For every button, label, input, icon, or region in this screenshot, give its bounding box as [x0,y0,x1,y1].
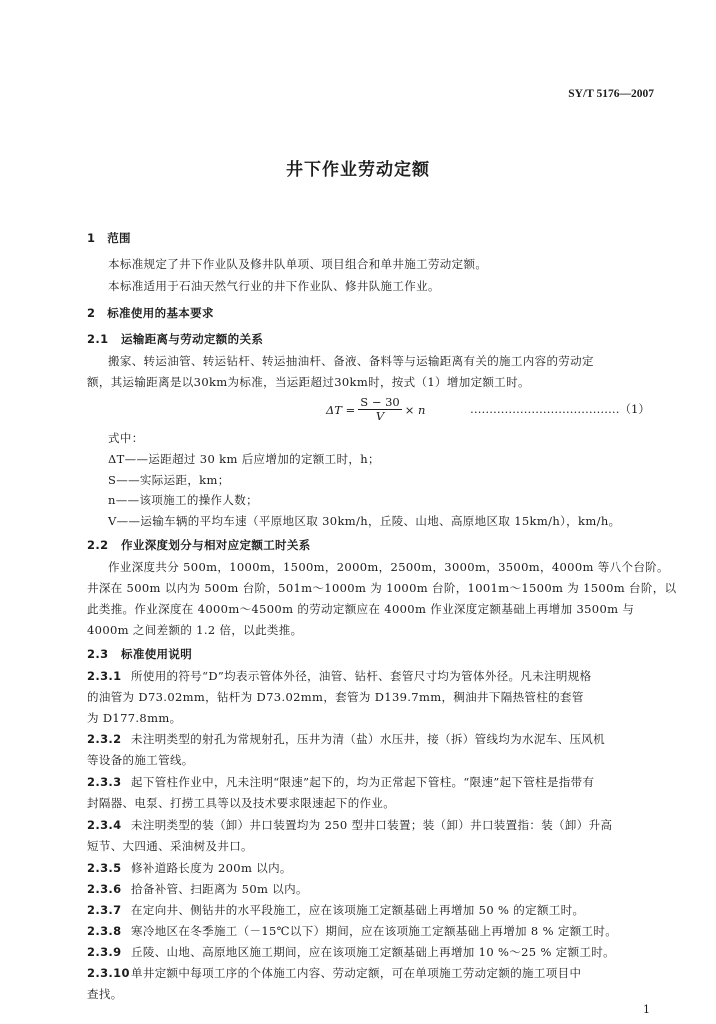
item-text: 在定向井、侧钻井的水平段施工，应在该项施工定额基础上再增加 50 % 的定额工时。 [131,903,585,917]
section-1-paragraph-1: 本标准规定了井下作业队及修井队单项、项目组合和单井施工劳动定额。 [108,257,488,271]
section-number: 2.1 [87,332,109,346]
item-text: 起下管柱作业中，凡未注明“限速”起下的，均为正常起下管柱。“限速”起下管柱是指带有 [131,775,595,789]
section-title: 作业深度划分与相对应定额工时关系 [121,538,311,552]
formula-rhs: × n [404,402,426,417]
item-number: 2.3.4 [87,818,122,832]
item-2-3-8 [87,923,617,939]
item-number: 2.3.9 [87,945,122,959]
section-2-3-heading [87,646,192,662]
section-2-2-heading [87,537,311,553]
variable-definition: V——运输车辆的平均车速（平原地区取 30km/h，丘陵、山地、高原地区取 15km/h），km/h。 [108,514,621,528]
equation-number: …………………………………（1） [470,402,650,416]
section-title: 运输距离与劳动定额的关系 [121,332,264,346]
page-number: 1 [643,1003,650,1016]
item-number: 2.3.2 [87,732,122,746]
paragraph-line: 井深在 500m 以内为 500m 台阶，501m～1000m 为 1000m 台阶，1001m～1500m 为 1500m 台阶，以 [87,581,677,595]
formula [326,396,425,423]
paragraph-line: 4000m 之间差额的 1.2 倍，以此类推。 [87,623,303,637]
item-2-3-4 [87,817,612,833]
where-label: 式中： [108,431,144,445]
section-1-paragraph-2: 本标准适用于石油天然气行业的井下作业队、修井队施工作业。 [108,279,440,293]
item-number: 2.3.8 [87,924,122,938]
formula-denominator: V [375,409,385,423]
item-text: 修补道路长度为 200m 以内。 [131,861,292,875]
item-text: 所使用的符号“D”均表示管体外径，油管、钻杆、套管尺寸均为管体外径。凡未注明规格 [131,669,592,683]
item-text: 寒冷地区在冬季施工（－15℃以下）期间，应在该项施工定额基础上再增加 8 % 定额工时。 [131,924,618,938]
item-2-3-10 [87,965,581,981]
item-number: 2.3.6 [87,882,122,896]
item-number: 2.3.5 [87,861,122,875]
paragraph-line: 搬家、转运油管、转运钻杆、转运抽油杆、备液、备料等与运输距离有关的施工内容的劳动定 [108,354,594,368]
item-2-3-1 [87,668,591,684]
item-2-3-9 [87,944,615,960]
paragraph-line: 查找。 [87,987,123,1001]
item-text: 未注明类型的射孔为常规射孔，压井为清（盐）水压井，接（拆）管线均为水泥车、压风机 [131,732,605,746]
item-number: 2.3.1 [87,669,122,683]
item-number: 2.3.7 [87,903,122,917]
paragraph-line: 额，其运输距离是以30km为标准，当运距超过30km时，按式（1）增加定额工时。 [87,375,530,389]
item-text: 单井定额中每项工序的个体施工内容、劳动定额，可在单项施工劳动定额的施工项目中 [131,966,582,980]
formula-fraction [358,396,401,423]
paragraph-line: 封隔器、电泵、打捞工具等以及技术要求限速起下的作业。 [87,796,396,810]
item-2-3-2 [87,731,605,747]
section-2-heading: 2 标准使用的基本要求 [87,306,214,320]
item-text: 拾备补管、扫距离为 50m 以内。 [131,882,308,896]
variable-definition: n——该项施工的操作人数； [108,493,258,507]
paragraph-line: 为 D177.8mm。 [87,711,182,725]
paragraph-line: 的油管为 D73.02mm，钻杆为 D73.02mm，套管为 D139.7mm，稠油井下隔热管柱的套管 [87,690,584,704]
standard-code: SY/T 5176—2007 [568,88,654,100]
item-text: 丘陵、山地、高原地区施工期间，应在该项施工定额基础上再增加 10 %～25 % 定额工时。 [131,945,615,959]
item-2-3-3 [87,774,594,790]
item-number: 2.3.3 [87,775,122,789]
item-2-3-7 [87,902,584,918]
item-2-3-6 [87,881,308,897]
paragraph-line: 短节、大四通、采油树及井口。 [87,839,253,853]
section-number: 2.3 [87,647,109,661]
paragraph-line: 等设备的施工管线。 [87,753,194,767]
section-number: 2.2 [87,538,109,552]
item-text: 未注明类型的装（卸）井口装置均为 250 型井口装置；装（卸）井口装置指：装（卸）升高 [131,818,613,832]
formula-lhs: ΔT = [326,402,356,417]
paragraph-line: 此类推。作业深度在 4000m～4500m 的劳动定额应在 4000m 作业深度定额基础上再增加 3500m 与 [87,602,635,616]
section-2-1-heading [87,331,263,347]
section-1-heading: 1 范围 [87,231,131,245]
section-title: 标准使用说明 [121,647,193,661]
item-number: 2.3.10 [87,966,130,980]
formula-numerator: S − 30 [360,395,400,409]
item-2-3-5 [87,860,292,876]
document-title: 井下作业劳动定额 [286,160,430,180]
variable-definition: ΔT——运距超过 30 km 后应增加的定额工时，h； [108,452,380,466]
paragraph-line: 作业深度共分 500m，1000m，1500m，2000m，2500m，3000m，3500m，4000m 等八个台阶。 [108,560,669,574]
variable-definition: S——实际运距，km； [108,473,230,487]
